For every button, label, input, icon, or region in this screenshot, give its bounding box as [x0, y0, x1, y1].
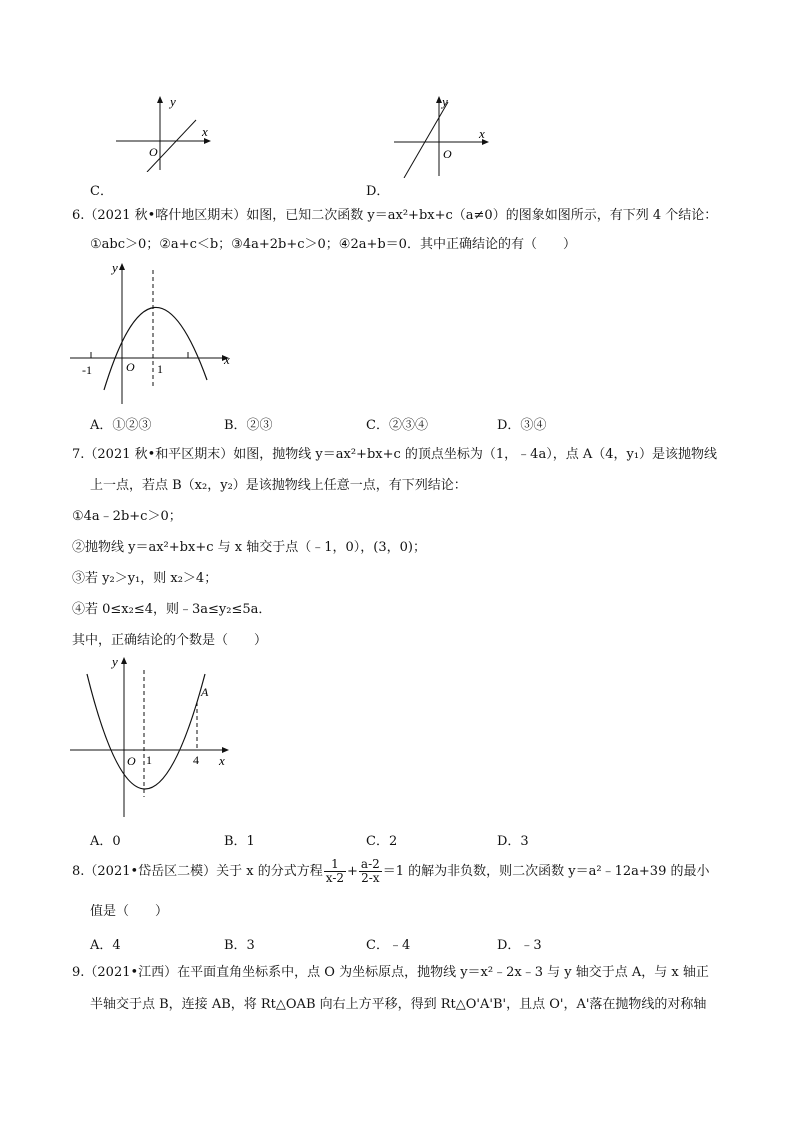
q8-option-b: B．3 [224, 938, 255, 953]
q7-parabola [87, 674, 205, 789]
q8-option-d: D．﹣3 [497, 938, 542, 953]
q7-question: 其中，正确结论的个数是（ ） [72, 633, 268, 648]
q6-y-label: y [112, 260, 118, 275]
q8-frac1-den: x-2 [325, 871, 345, 885]
q5-option-c: C． [90, 184, 113, 199]
q8-frac2-den: 2-x [361, 871, 380, 885]
q8-option-a: A．4 [90, 938, 121, 953]
q9-stem-line1: 9.（2021•江西）在平面直角坐标系中，点 O 为坐标原点，抛物线 y＝x²﹣2x﹣3 与 y 轴交于点 A，与 x 轴正 [72, 965, 709, 980]
q5-graph-d [388, 92, 498, 178]
q8-stem-line2: 值是（ ） [90, 904, 169, 919]
q8-stem-line1 [72, 858, 709, 885]
q8-fraction-2 [359, 858, 382, 885]
q5c-x-label: x [202, 124, 208, 139]
q7-y-label: y [112, 654, 118, 669]
q7-option-c: C．2 [366, 834, 398, 849]
q6-option-d: D．③④ [497, 418, 547, 433]
q6-label-1: 1 [157, 362, 163, 376]
q5c-origin: O [149, 145, 158, 159]
q5d-y-label: y [442, 94, 448, 109]
q6-stem-line2: ①abc＞0；②a+c＜b；③4a+2b+c＞0；④2a+b＝0．其中正确结论的有（ ） [90, 237, 576, 252]
q7-origin: O [127, 754, 136, 768]
q7-option-b: B．1 [224, 834, 255, 849]
q6-origin: O [126, 360, 135, 374]
q7-option-a: A．0 [90, 834, 121, 849]
q7-conclusion-3: ③若 y₂＞y₁，则 x₂＞4； [72, 571, 218, 586]
q6-option-a: A．①②③ [90, 418, 152, 433]
q5c-y-label: y [170, 94, 176, 109]
q7-label-1: 1 [146, 753, 152, 767]
q7-graph [64, 652, 244, 820]
q6-graph [64, 256, 239, 406]
q7-conclusion-4: ④若 0≤x₂≤4，则﹣3a≤y₂≤5a． [72, 602, 272, 617]
q6-stem-line1: 6.（2021 秋•喀什地区期末）如图，已知二次函数 y＝ax²+bx+c（a≠0）的图象如图所示，有下列 4 个结论： [72, 208, 718, 223]
q8-fraction-1 [324, 858, 346, 885]
q6-label-neg1: -1 [82, 363, 92, 377]
q9-stem-line2: 半轴交于点 B，连接 AB，将 Rt△OAB 向右上方平移，得到 Rt△O'A'B'，且点 O'，A'落在抛物线的对称轴 [90, 997, 707, 1012]
q7-conclusion-2: ②抛物线 y＝ax²+bx+c 与 x 轴交于点（﹣1，0），(3，0)； [72, 540, 426, 555]
q5d-line [404, 102, 448, 178]
q8-frac2-num: a-2 [360, 857, 380, 871]
q8-stem-post: ＝1 的解为非负数，则二次函数 y＝a²﹣12a+39 的最小 [382, 864, 710, 879]
q7-stem-line1: 7.（2021 秋•和平区期末）如图，抛物线 y＝ax²+bx+c 的顶点坐标为（1，﹣4a），点 A（4，y₁）是该抛物线 [72, 447, 718, 462]
q6-parabola [104, 307, 207, 390]
q7-x-label: x [219, 753, 225, 768]
q5-graph-c [110, 92, 220, 172]
q5d-origin: O [443, 147, 452, 161]
q8-option-c: C．﹣4 [366, 938, 411, 953]
q6-option-b: B．②③ [224, 418, 273, 433]
q7-conclusion-1: ①4a﹣2b+c＞0； [72, 509, 182, 524]
q6-option-c: C．②③④ [366, 418, 428, 433]
q7-option-d: D．3 [497, 834, 529, 849]
q7-stem-line2: 上一点，若点 B（x₂，y₂）是该抛物线上任意一点，有下列结论： [90, 478, 467, 493]
q8-plus: + [347, 864, 358, 879]
q5d-x-label: x [479, 126, 485, 141]
q6-x-label: x [224, 352, 230, 367]
q8-frac1-num: 1 [324, 858, 346, 872]
q8-stem-pre: 8.（2021•岱岳区二模）关于 x 的分式方程 [72, 864, 323, 879]
q7-label-a: A [201, 685, 209, 699]
q5-option-d: D． [366, 184, 390, 199]
q7-label-4: 4 [193, 753, 199, 767]
